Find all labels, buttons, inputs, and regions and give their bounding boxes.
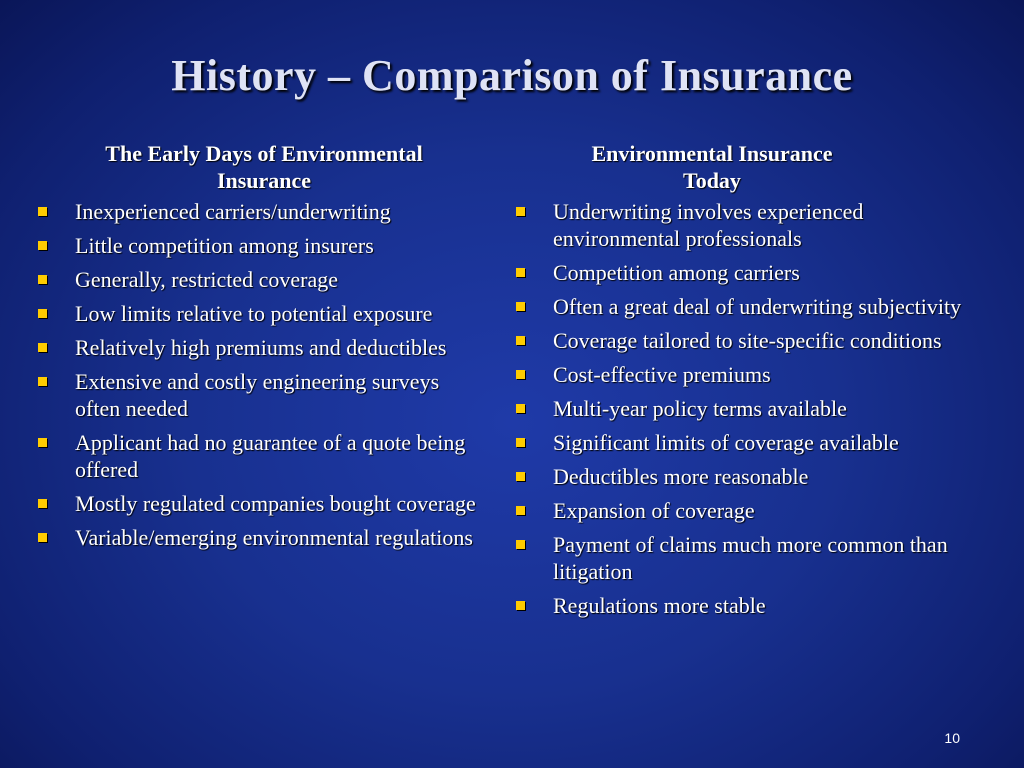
list-item-text: Often a great deal of underwriting subjectivity bbox=[553, 294, 962, 319]
list-item-text: Underwriting involves experienced environmental professionals bbox=[553, 199, 864, 251]
right-heading-line1: Environmental Insurance bbox=[591, 141, 833, 166]
square-bullet-icon bbox=[516, 370, 525, 379]
list-item-text: Inexperienced carriers/underwriting bbox=[75, 199, 391, 224]
square-bullet-icon bbox=[38, 309, 47, 318]
list-item bbox=[34, 490, 484, 517]
list-item bbox=[34, 300, 484, 327]
slide-title: History – Comparison of Insurance bbox=[171, 51, 853, 100]
square-bullet-icon bbox=[38, 533, 47, 542]
square-bullet-icon bbox=[38, 499, 47, 508]
list-item bbox=[34, 368, 484, 422]
square-bullet-icon bbox=[516, 438, 525, 447]
list-item bbox=[512, 327, 992, 354]
list-item-text: Deductibles more reasonable bbox=[553, 464, 809, 489]
list-item bbox=[512, 531, 992, 585]
list-item bbox=[34, 429, 484, 483]
list-item bbox=[34, 266, 484, 293]
list-item-text: Little competition among insurers bbox=[75, 233, 374, 258]
list-item-text: Mostly regulated companies bought coverage bbox=[75, 491, 476, 516]
square-bullet-icon bbox=[516, 302, 525, 311]
list-item-text: Significant limits of coverage available bbox=[553, 430, 899, 455]
list-item bbox=[512, 259, 992, 286]
list-item-text: Expansion of coverage bbox=[553, 498, 755, 523]
list-item-text: Multi-year policy terms available bbox=[553, 396, 847, 421]
list-item-text: Cost-effective premiums bbox=[553, 362, 771, 387]
right-column bbox=[512, 140, 992, 626]
list-item bbox=[512, 198, 992, 252]
list-item-text: Generally, restricted coverage bbox=[75, 267, 339, 292]
square-bullet-icon bbox=[516, 472, 525, 481]
left-column-heading bbox=[34, 140, 494, 194]
list-item-text: Regulations more stable bbox=[553, 593, 766, 618]
square-bullet-icon bbox=[516, 540, 525, 549]
list-item bbox=[512, 293, 992, 320]
left-bullet-list bbox=[34, 198, 484, 551]
list-item-text: Applicant had no guarantee of a quote being offered bbox=[75, 430, 466, 482]
list-item bbox=[512, 429, 992, 456]
list-item bbox=[34, 232, 484, 259]
square-bullet-icon bbox=[516, 207, 525, 216]
right-heading-line2: Today bbox=[683, 168, 741, 193]
list-item bbox=[34, 524, 484, 551]
square-bullet-icon bbox=[38, 438, 47, 447]
list-item bbox=[512, 361, 992, 388]
list-item-text: Low limits relative to potential exposure bbox=[75, 301, 433, 326]
square-bullet-icon bbox=[38, 207, 47, 216]
square-bullet-icon bbox=[516, 268, 525, 277]
square-bullet-icon bbox=[38, 275, 47, 284]
list-item-text: Extensive and costly engineering surveys often needed bbox=[75, 369, 440, 421]
page-number: 10 bbox=[944, 730, 960, 746]
list-item bbox=[512, 395, 992, 422]
square-bullet-icon bbox=[38, 241, 47, 250]
list-item-text: Payment of claims much more common than litigation bbox=[553, 532, 948, 584]
left-column bbox=[34, 140, 484, 558]
list-item bbox=[512, 592, 992, 619]
left-heading-line2: Insurance bbox=[216, 168, 312, 193]
square-bullet-icon bbox=[516, 601, 525, 610]
list-item bbox=[34, 334, 484, 361]
list-item-text: Competition among carriers bbox=[553, 260, 800, 285]
list-item-text: Relatively high premiums and deductibles bbox=[75, 335, 447, 360]
list-item bbox=[512, 463, 992, 490]
list-item-text: Variable/emerging environmental regulations bbox=[75, 525, 473, 550]
square-bullet-icon bbox=[516, 506, 525, 515]
right-bullet-list bbox=[512, 198, 992, 619]
list-item bbox=[34, 198, 484, 225]
left-heading-line1: The Early Days of Environmental bbox=[105, 141, 423, 166]
list-item bbox=[512, 497, 992, 524]
square-bullet-icon bbox=[516, 404, 525, 413]
square-bullet-icon bbox=[516, 336, 525, 345]
list-item-text: Coverage tailored to site-specific conditions bbox=[553, 328, 942, 353]
square-bullet-icon bbox=[38, 343, 47, 352]
square-bullet-icon bbox=[38, 377, 47, 386]
right-column-heading bbox=[512, 140, 912, 194]
